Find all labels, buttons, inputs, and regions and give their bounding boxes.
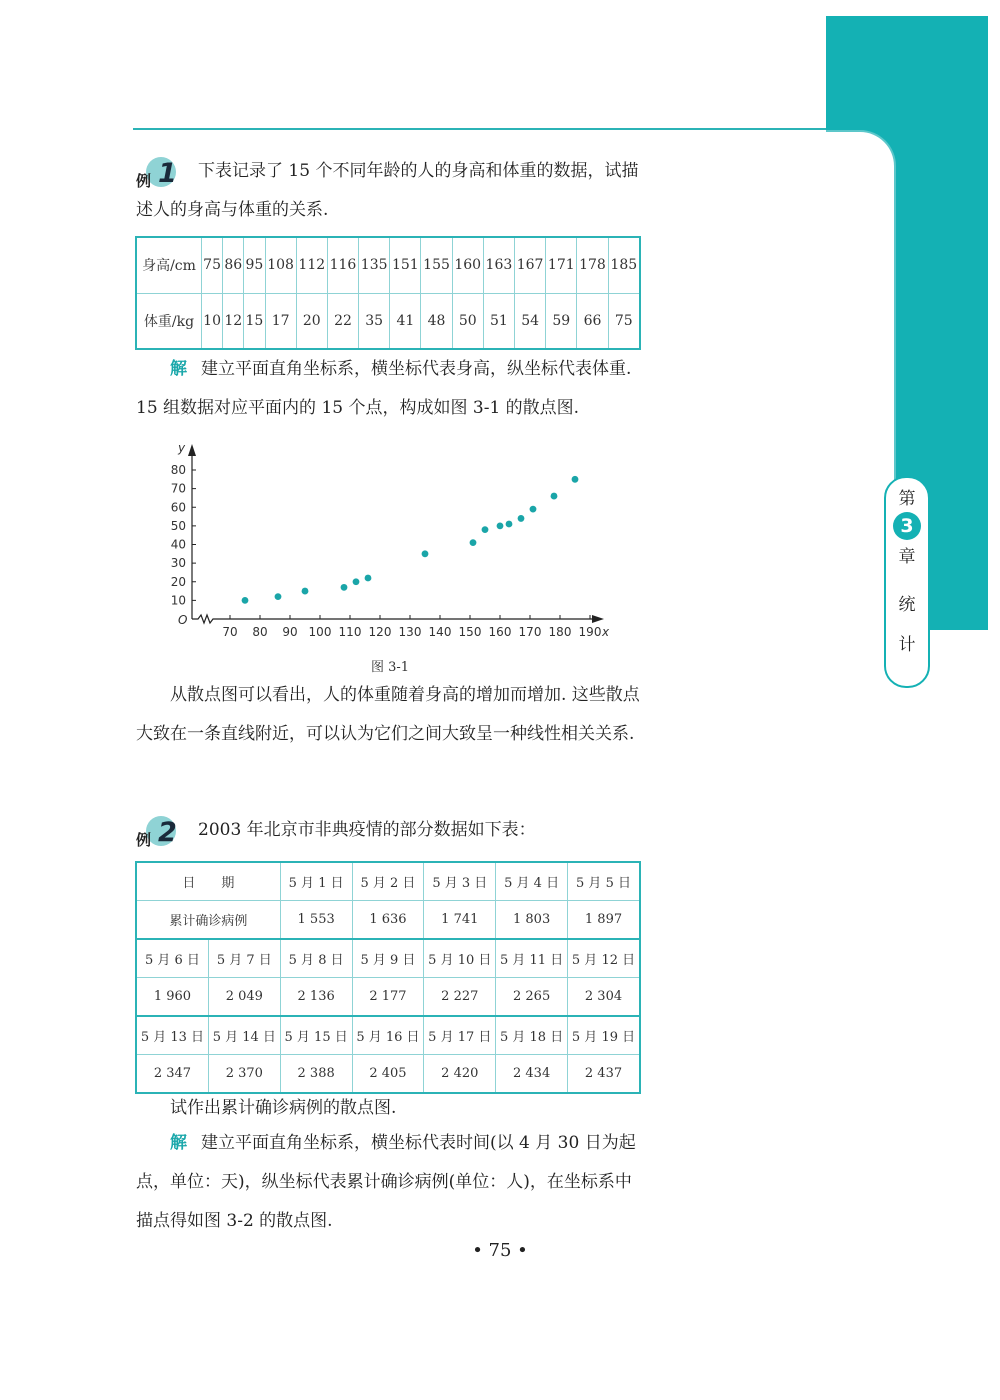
table-row-counts	[136, 1055, 640, 1094]
badge-number: 1	[158, 157, 177, 189]
example-2-badge	[136, 816, 186, 849]
example-2-text: 2003 年北京市非典疫情的部分数据如下表：	[198, 820, 536, 840]
scatter-chart-3-1	[160, 436, 630, 646]
y-tick-label: 10	[170, 593, 186, 608]
table-cell: 95	[244, 237, 265, 293]
table-cell: 5 月 1 日	[280, 862, 352, 901]
scatter-point	[302, 588, 309, 595]
table-cell: 2 177	[352, 978, 424, 1017]
table-cell: 5 月 4 日	[496, 862, 568, 901]
page-number: • 75 •	[472, 1240, 528, 1261]
table-cell: 2 049	[208, 978, 280, 1017]
scatter-point	[506, 521, 513, 528]
table-row-counts	[136, 901, 640, 940]
scatter-point	[275, 593, 282, 600]
example-2-task: 试作出累计确诊病例的散点图.	[170, 1098, 397, 1118]
table-cell: 50	[452, 293, 483, 349]
table-cell: 5 月 15 日	[280, 1016, 352, 1055]
table-cell: 171	[546, 237, 577, 293]
scatter-point	[422, 550, 429, 557]
y-tick-label: 70	[170, 481, 186, 496]
table-cell: 135	[359, 237, 390, 293]
table-cell: 2 434	[496, 1055, 568, 1094]
table-cell: 116	[327, 237, 358, 293]
scatter-point	[341, 584, 348, 591]
table-cell: 35	[359, 293, 390, 349]
table-cell: 1 636	[352, 901, 424, 940]
table-cell: 5 月 8 日	[280, 939, 352, 978]
table-row-dates	[136, 862, 640, 901]
table-row-dates	[136, 939, 640, 978]
table-cell: 5 月 2 日	[352, 862, 424, 901]
table-row-height	[136, 237, 640, 293]
table-cell: 2 437	[568, 1055, 640, 1094]
table-cell: 22	[327, 293, 358, 349]
table-cell: 2 227	[424, 978, 496, 1017]
table-cell: 2 405	[352, 1055, 424, 1094]
table-cell: 160	[452, 237, 483, 293]
y-axis-label: y	[178, 441, 186, 455]
x-tick-label: 90	[282, 625, 298, 639]
table-cell: 112	[296, 237, 327, 293]
table-cell: 5 月 6 日	[136, 939, 208, 978]
solution-text: 建立平面直角坐标系，横坐标代表时间(以 4 月 30 日为起点，单位：天)，纵坐标代表累计确诊病例(单位：人)，在坐标系中描点得如图 3-2 的散点图.	[136, 1133, 636, 1231]
table-cell: 75	[202, 237, 223, 293]
table-cell: 5 月 13 日	[136, 1016, 208, 1055]
table-row-weight	[136, 293, 640, 349]
table-cell: 54	[515, 293, 546, 349]
solution-label: 解	[170, 1133, 187, 1153]
chapter-tab	[884, 476, 930, 688]
table-cell: 185	[608, 237, 640, 293]
table-cell: 1 741	[424, 901, 496, 940]
table-cell: 108	[265, 237, 296, 293]
table-cell: 1 897	[568, 901, 640, 940]
table-cell: 86	[223, 237, 244, 293]
x-tick-label: 100	[308, 625, 332, 639]
table-cell: 5 月 5 日	[568, 862, 640, 901]
scatter-point	[353, 578, 360, 585]
table-cell: 5 月 19 日	[568, 1016, 640, 1055]
scatter-point	[572, 476, 579, 483]
example-1-solution	[136, 350, 644, 428]
chapter-prefix: 第	[898, 489, 916, 509]
y-tick-label: 60	[170, 500, 186, 515]
table-cell: 178	[577, 237, 608, 293]
table-cell: 2 388	[280, 1055, 352, 1094]
scatter-point	[365, 575, 372, 582]
table-cell: 5 月 12 日	[568, 939, 640, 978]
solution-label: 解	[170, 359, 187, 379]
chapter-title-char-2: 计	[898, 635, 916, 655]
scatter-point	[497, 522, 504, 529]
badge-label: 例	[136, 171, 152, 190]
y-tick-label: 40	[170, 537, 186, 552]
table-row-dates	[136, 1016, 640, 1055]
badge-number: 2	[158, 816, 177, 848]
table-cell: 66	[577, 293, 608, 349]
table-cell: 1 960	[136, 978, 208, 1017]
header-rule	[133, 128, 833, 130]
scatter-point	[470, 539, 477, 546]
height-weight-table	[135, 236, 641, 350]
x-axis	[192, 615, 596, 623]
chapter-title-char-1: 统	[898, 595, 916, 615]
x-tick-label: 190	[578, 625, 602, 639]
x-tick-label: 170	[518, 625, 542, 639]
badge-label: 例	[136, 830, 152, 849]
table-row-head: 身高/cm	[136, 237, 202, 293]
table-row-counts	[136, 978, 640, 1017]
table-cell: 12	[223, 293, 244, 349]
y-axis-arrow	[188, 444, 196, 456]
table-row-head: 体重/kg	[136, 293, 202, 349]
scatter-point	[242, 597, 249, 604]
table-cell: 155	[421, 237, 452, 293]
table-cell: 51	[483, 293, 514, 349]
table-cell: 2 420	[424, 1055, 496, 1094]
example-2-statement	[136, 811, 644, 850]
x-tick-label: 150	[458, 625, 482, 639]
count-header: 累计确诊病例	[136, 901, 280, 940]
scatter-point	[482, 526, 489, 533]
table-cell: 48	[421, 293, 452, 349]
x-axis-label: x	[602, 625, 610, 639]
table-cell: 59	[546, 293, 577, 349]
x-tick-label: 110	[338, 625, 362, 639]
table-cell: 2 136	[280, 978, 352, 1017]
table-cell: 5 月 7 日	[208, 939, 280, 978]
table-cell: 5 月 11 日	[496, 939, 568, 978]
example-1-text: 下表记录了 15 个不同年龄的人的身高和体重的数据，试描述人的身高与体重的关系.	[136, 161, 639, 220]
table-cell: 5 月 10 日	[424, 939, 496, 978]
x-tick-label: 120	[368, 625, 392, 639]
chapter-suffix: 章	[898, 547, 916, 567]
table-cell: 151	[390, 237, 421, 293]
table-cell: 5 月 14 日	[208, 1016, 280, 1055]
example-2-solution	[136, 1124, 644, 1241]
table-cell: 17	[265, 293, 296, 349]
table-cell: 5 月 9 日	[352, 939, 424, 978]
example-1-conclusion: 从散点图可以看出，人的体重随着身高的增加而增加. 这些散点大致在一条直线附近，可以认为它们之间大致呈一种线性相关关系.	[136, 685, 640, 744]
table-cell: 41	[390, 293, 421, 349]
origin-label: O	[178, 613, 188, 627]
scatter-point	[530, 506, 537, 513]
figure-caption: 图 3-1	[370, 660, 410, 675]
table-cell: 5 月 17 日	[424, 1016, 496, 1055]
table-cell: 5 月 3 日	[424, 862, 496, 901]
y-tick-label: 80	[170, 463, 186, 477]
solution-text: 建立平面直角坐标系，横坐标代表身高，纵坐标代表体重. 15 组数据对应平面内的 15 个点，构成如图 3-1 的散点图.	[136, 359, 632, 418]
x-tick-label: 180	[548, 625, 572, 639]
x-tick-label: 70	[222, 625, 238, 639]
x-tick-label: 130	[398, 625, 422, 639]
table-cell: 2 347	[136, 1055, 208, 1094]
x-tick-label: 160	[488, 625, 512, 639]
y-tick-label: 30	[170, 556, 186, 571]
y-tick-label: 50	[170, 518, 186, 533]
table-cell: 1 803	[496, 901, 568, 940]
x-tick-label: 140	[428, 625, 452, 639]
scatter-point	[518, 515, 525, 522]
table-cell: 1 553	[280, 901, 352, 940]
date-header: 日 期	[136, 862, 280, 901]
example-1-badge	[136, 157, 186, 190]
table-cell: 75	[608, 293, 640, 349]
table-cell: 163	[483, 237, 514, 293]
table-cell: 2 370	[208, 1055, 280, 1094]
scatter-point	[551, 493, 558, 500]
sars-cases-table	[135, 861, 641, 1094]
table-cell: 5 月 16 日	[352, 1016, 424, 1055]
table-cell: 5 月 18 日	[496, 1016, 568, 1055]
x-axis-arrow	[592, 615, 604, 623]
x-tick-label: 80	[252, 625, 268, 639]
example-1-statement	[136, 152, 644, 230]
table-cell: 10	[202, 293, 223, 349]
table-cell: 2 304	[568, 978, 640, 1017]
table-cell: 2 265	[496, 978, 568, 1017]
table-cell: 20	[296, 293, 327, 349]
y-tick-label: 20	[170, 574, 186, 589]
chapter-number-badge: 3	[893, 512, 921, 540]
table-cell: 167	[515, 237, 546, 293]
table-cell: 15	[244, 293, 265, 349]
